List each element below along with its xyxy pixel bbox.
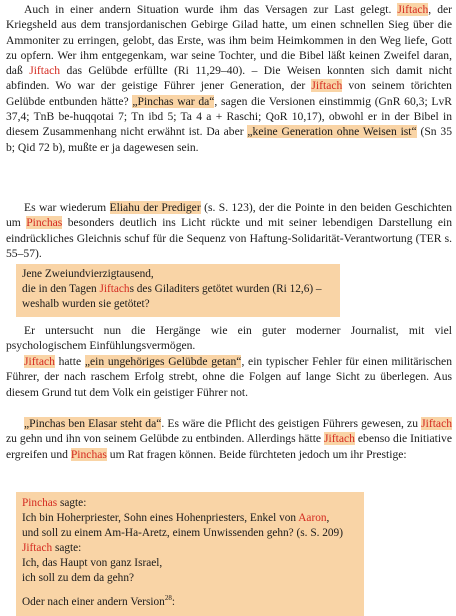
quote-box-1: Jene Zweiundvierzigtausend, die in den Tagen Jiftachs des Giladiters getötet wurden (Ri 12,6) – weshalb wurden sie getötet?	[16, 264, 340, 317]
name-jiftach: Jiftach	[22, 542, 53, 554]
name-jiftach: Jiftach	[397, 3, 429, 16]
name-pinchas: Pinchas	[70, 447, 107, 461]
name-pinchas: Pinchas	[26, 216, 63, 230]
name-jiftach: Jiftach	[24, 355, 55, 368]
paragraph-1: Auch in einer andern Situation wurde ihm das Versagen zur Last gelegt. Jiftach, der Kriegsheld aus dem transjordanischen Gebirge Gilad hatte, um einen schnellen Sieg über die Ammoniter zu erringen, gelobt, das Erste, was ihm beim Heimkommen in den Weg liefe, Gott zu opfern. Wer ihm entgegenkam, war seine Tochter, und die Bibel läßt keinen Zweifel daran, daß Jiftach das Gelübde erfüllte (Ri 11,29–40). – Die Weisen konnten sich damit nicht abfinden. Wo war der geistige Führer jener Generation, der Jiftach von seinem törichten Gelübde entbunden hätte? „Pinchas war da“, sagen die Versionen einstimmig (GnR 60,3; LvR 37,4; TnB be-huqqotai 7; Tn ibd 5; Ta 4 a + Raschi; QoR 10,17), obwohl er in der Bibel in diesem Zusammenhang nicht erwähnt ist. Da aber „keine Generation ohne Weisen ist“ (Sn 35 b; Qid 72 b), mußte er ja dagewesen sein.	[6, 3, 452, 154]
name-jiftach: Jiftach	[311, 79, 343, 93]
quote-ungehoeriges-geluebde: „ein ungehöriges Gelübde getan“	[84, 355, 242, 368]
name-jiftach: Jiftach	[99, 283, 130, 295]
name-pinchas: Pinchas	[22, 497, 58, 509]
verse-reference: (Ri 12,6) –	[272, 283, 322, 295]
paragraph-5: „Pinchas ben Elasar steht da“. Es wäre die Pflicht des geistigen Führers gewesen, zu Jiftach zu gehn und ihn von seinem Gelübde zu entbinden. Allerdings hätte Jiftach ebenso die Initiative ergreifen und Pinchas um Rat fragen können. Beide fürchteten jedoch um ihr Prestige:	[6, 417, 453, 461]
footnote-marker: 28	[164, 594, 172, 602]
name-jiftach: Jiftach	[421, 417, 453, 430]
name-aaron: Aaron	[298, 512, 327, 524]
page-reference: (s. S. 209)	[296, 527, 343, 539]
quote-pinchas-war-da: „Pinchas war da“	[132, 94, 215, 108]
name-jiftach: Jiftach	[324, 432, 355, 446]
paragraph-3: Er untersucht nun die Hergänge wie ein guter moderner Journalist, mit viel psychologischem Einfühlungsvermögen.	[6, 324, 452, 353]
name-eliahu-der-prediger: Eliahu der Prediger	[109, 201, 201, 214]
quote-pinchas-ben-elasar: „Pinchas ben Elasar steht da“	[24, 417, 162, 430]
paragraph-2: Es war wiederum Eliahu der Prediger (s. S. 123), der die Pointe in den beiden Geschichten um Pinchas besonders deutlich ins Licht rückte und mit seiner lebendigen Darstellung ein eindrückliches Gleichnis schuf für die Sequenz von Haftung-Solidarität-Verantwortung (TER s. 55–57).	[6, 201, 453, 260]
quote-keine-generation: „keine Generation ohne Weisen ist“	[247, 125, 417, 139]
quote-box-2: Pinchas sagte: Ich bin Hoherpriester, Sohn eines Hohenpriesters, Enkel von Aaron, und soll zu einem Am-Ha-Aretz, einem Unwissenden gehn? (s. S. 209) Jiftach sagte: Ich, das Haupt von ganz Israel, ich soll zu dem da gehn? Oder nach einer andern Version$^{28}$:	[16, 492, 364, 616]
paragraph-4: Jiftach hatte „ein ungehöriges Gelübde getan“, ein typischer Fehler für einen militärischen Führer, der nach raschem Erfolg strebt, ohne die Folgen auf lange Sicht zu überlegen. Aus diesem Grund tut dem Volk ein geistiger Führer not.	[6, 355, 452, 399]
name-jiftach: Jiftach	[29, 64, 61, 78]
